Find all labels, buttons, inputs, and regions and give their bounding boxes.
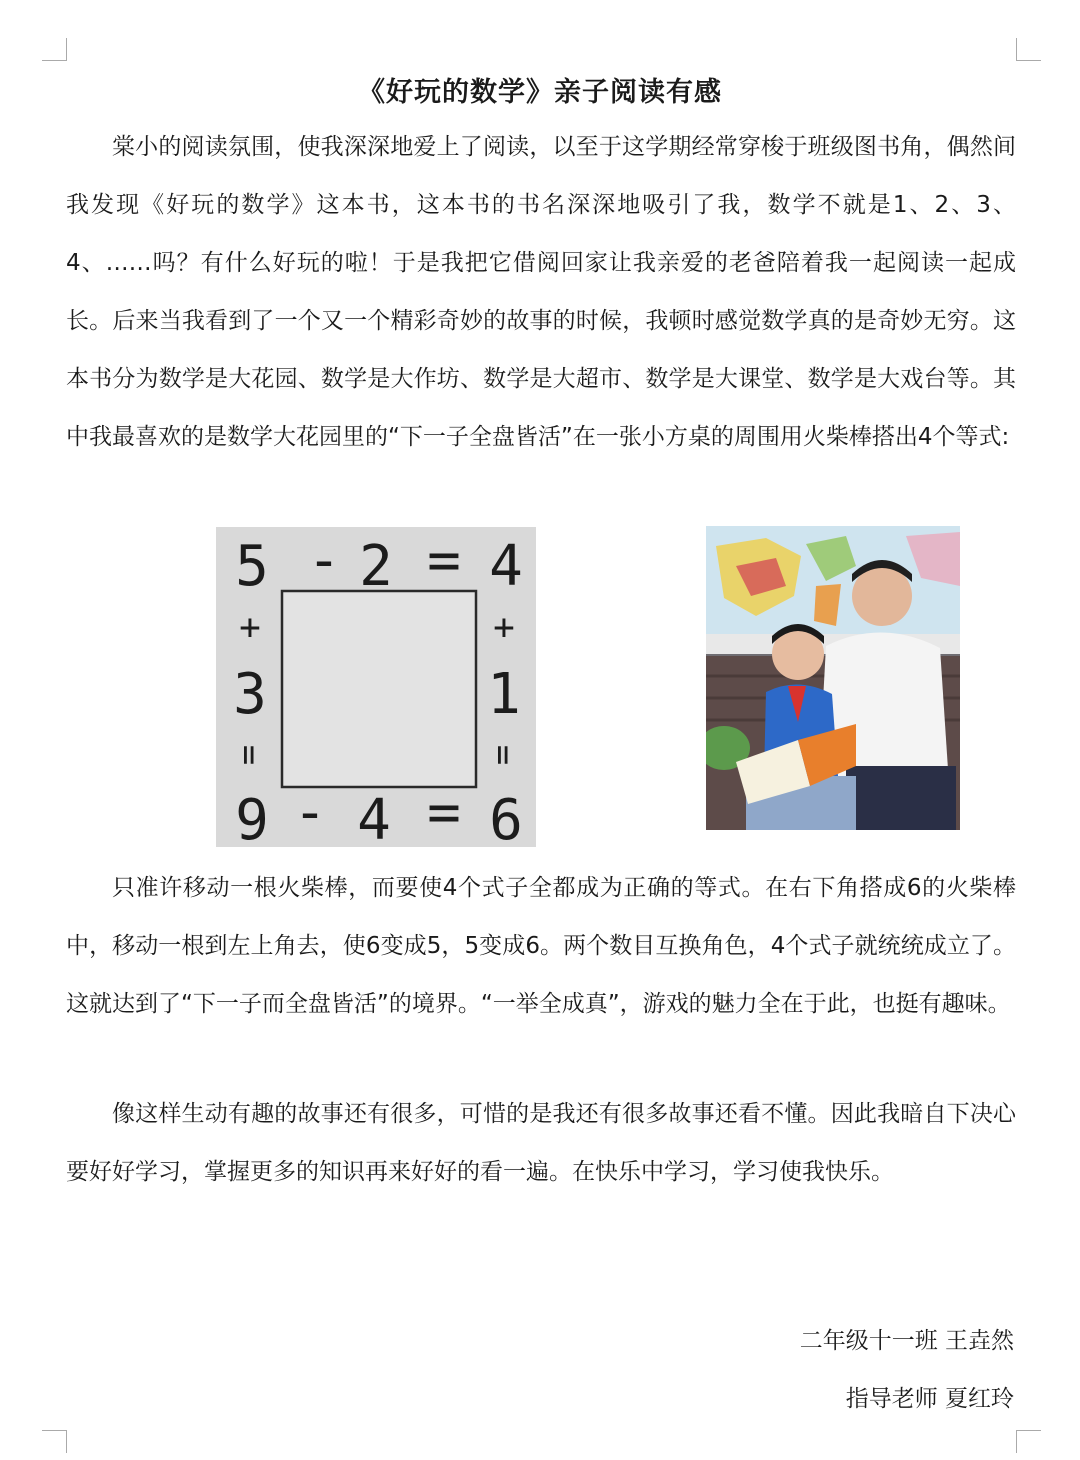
page-corner-mark: [42, 1430, 67, 1453]
parent-child-reading-photo: [706, 526, 960, 830]
puzzle-right-2: 1: [487, 662, 521, 727]
puzzle-top-2: -: [307, 528, 341, 593]
page-title: 《好玩的数学》亲子阅读有感: [358, 77, 722, 108]
author-class-and-name: 二年级十一班 王垚然: [799, 1328, 1014, 1354]
paragraph-conclusion: 像这样生动有趣的故事还有很多，可惜的是我还有很多故事还看不懂。因此我暗自下决心要好好学习，掌握更多的知识再来好好的看一遍。在快乐中学习，学习使我快乐。: [66, 1101, 1016, 1185]
puzzle-left-3: =: [229, 744, 269, 766]
paragraph-explanation: 只准许移动一根火柴棒，而要使4个式子全都成为正确的等式。在右下角搭成6的火柴棒中，移动一根到左上角去，使6变成5，5变成6。两个数目互换角色，4个式子就统统成立了。这就达到了“下一子而全盘皆活”的境界。“一举全成真”，游戏的魅力全在于此，也挺有趣味。: [66, 875, 1016, 1017]
puzzle-bottom-4: =: [427, 780, 461, 845]
page-corner-mark: [42, 38, 67, 61]
page-corner-mark: [1016, 38, 1041, 61]
matchstick-puzzle-image: [216, 527, 536, 847]
puzzle-right-3: =: [483, 744, 523, 766]
puzzle-left-1: +: [239, 607, 261, 648]
reading-photo-illustration: [706, 526, 960, 830]
teacher-name: 指导老师 夏红玲: [845, 1386, 1014, 1412]
paragraph-intro: 棠小的阅读氛围，使我深深地爱上了阅读，以至于这学期经常穿梭于班级图书角，偶然间我发现《好玩的数学》这本书，这本书的书名深深地吸引了我，数学不就是1、2、3、4、……吗？有什么好玩的啦！于是我把它借阅回家让我亲爱的老爸陪着我一起阅读一起成长。后来当我看到了一个又一个精彩奇妙的故事的时候，我顿时感觉数学真的是奇妙无穷。这本书分为数学是大花园、数学是大作坊、数学是大超市、数学是大课堂、数学是大戏台等。其中我最喜欢的是数学大花园里的“下一子全盘皆活”在一张小方桌的周围用火柴棒搭出4个等式:: [66, 134, 1016, 450]
puzzle-bottom-2: -: [293, 780, 327, 845]
matchstick-puzzle-figure: [216, 527, 536, 847]
puzzle-top-4: =: [427, 528, 461, 593]
page-corner-mark: [1016, 1430, 1041, 1453]
square-table: [282, 591, 476, 787]
puzzle-bottom-5: 6: [489, 788, 523, 847]
puzzle-left-2: 3: [233, 662, 267, 727]
puzzle-right-1: +: [493, 607, 515, 648]
puzzle-top-1: 5: [235, 534, 269, 599]
puzzle-top-5: 4: [489, 534, 523, 599]
puzzle-bottom-1: 9: [235, 788, 269, 847]
puzzle-bottom-3: 4: [357, 788, 391, 847]
puzzle-top-3: 2: [359, 534, 393, 599]
